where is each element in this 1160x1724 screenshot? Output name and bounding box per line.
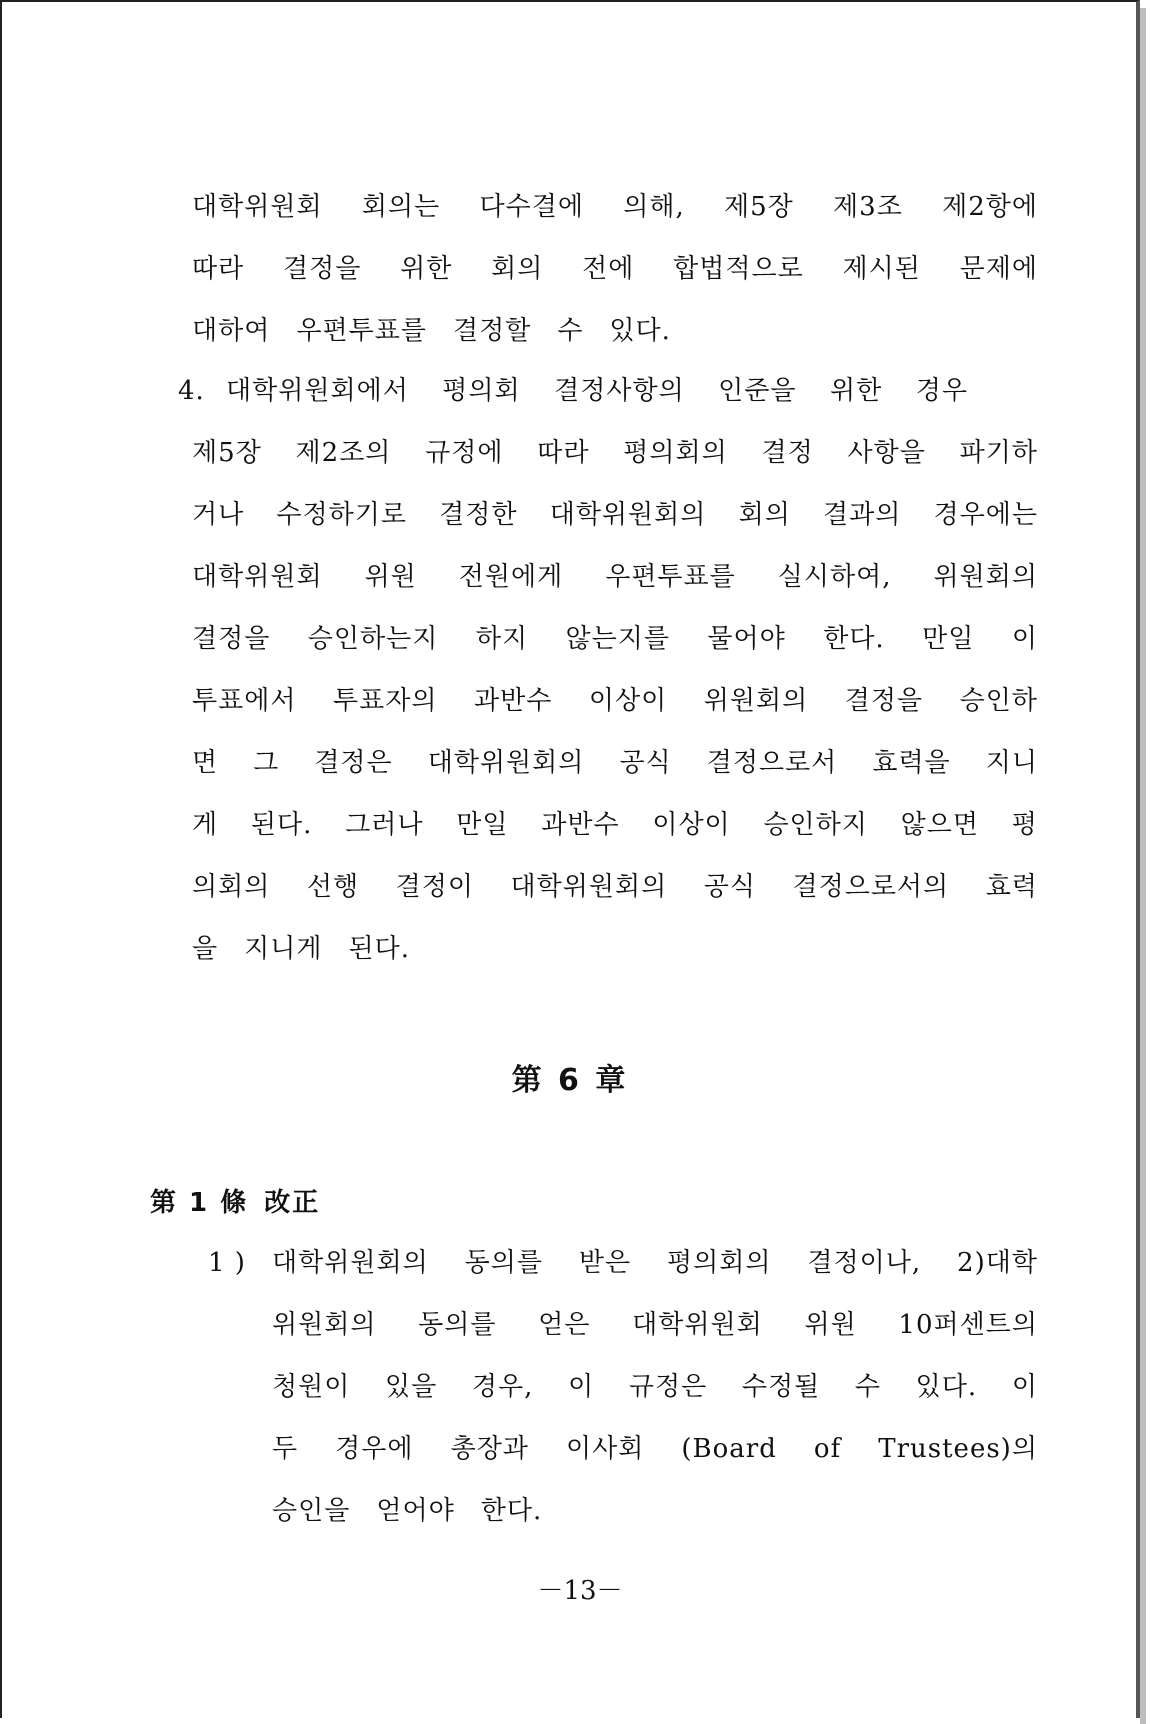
article-number: 第 1 條 — [150, 1188, 249, 1218]
word: 평의회의 — [667, 1248, 772, 1278]
word: 회의 — [491, 254, 544, 284]
article-title: 改正 — [264, 1188, 321, 1218]
text-line — [192, 874, 1038, 900]
word: 수 — [854, 1372, 881, 1402]
word: 얻어야 — [376, 1496, 455, 1526]
word: of — [813, 1434, 842, 1464]
word: 을 — [192, 934, 219, 964]
word: 대학위원회 — [632, 1310, 763, 1340]
word: 의해, — [623, 192, 685, 222]
word: 따라 — [192, 254, 245, 284]
word: 만일 — [922, 624, 975, 654]
word: 그 — [253, 748, 280, 778]
word: 게 — [192, 810, 219, 840]
word: 결정을 — [844, 686, 924, 716]
word: 결정사항의 — [554, 376, 685, 406]
word: 규정에 — [425, 438, 504, 468]
word: 대학위원회 — [192, 562, 323, 592]
word: 지니 — [985, 748, 1038, 778]
word: 이 — [568, 1372, 595, 1402]
word: 얻은 — [538, 1310, 591, 1340]
word: 위원 — [364, 562, 417, 592]
text-line — [192, 194, 1038, 220]
word: 효력을 — [872, 748, 951, 778]
word: 선행 — [306, 872, 360, 902]
word: 한다. — [480, 1496, 543, 1526]
word: 파기하 — [959, 438, 1038, 468]
word: 평의회 — [442, 376, 521, 406]
word: 효력 — [985, 872, 1038, 902]
word: 물어야 — [707, 624, 786, 654]
text-line — [272, 1312, 1038, 1338]
word: 우편투표를 — [605, 562, 736, 592]
word: 투표에서 — [192, 686, 297, 716]
word: 승인하 — [959, 686, 1038, 716]
article-heading — [150, 1182, 320, 1219]
text-line — [272, 1436, 1038, 1462]
word: 수정하기로 — [276, 500, 407, 530]
word: 경우, — [471, 1372, 534, 1402]
word: 결정 — [761, 438, 814, 468]
word: 위원 — [804, 1310, 857, 1340]
word: 만일 — [456, 810, 509, 840]
word: 회의 — [738, 500, 791, 530]
word: 총장과 — [450, 1434, 529, 1464]
word: 된다. — [250, 810, 313, 840]
word: 동의를 — [418, 1310, 497, 1340]
word: 위원회의 — [933, 562, 1038, 592]
text-line — [192, 502, 1038, 528]
word: 않는지를 — [565, 624, 670, 654]
word: 전에 — [582, 254, 635, 284]
word: 경우에는 — [933, 500, 1038, 530]
word: 대학위원회 — [192, 192, 323, 222]
word: 않으면 — [900, 810, 980, 840]
word: 따라 — [537, 438, 590, 468]
word: 결정을 — [283, 254, 362, 284]
word: 위한 — [400, 254, 453, 284]
word: 결정이 — [395, 872, 474, 902]
text-line — [192, 750, 1038, 776]
text-line — [192, 564, 1038, 590]
word: 한다. — [823, 624, 885, 654]
word: 있을 — [385, 1372, 438, 1402]
word: 결정을 — [192, 624, 271, 654]
word: 규정은 — [628, 1372, 708, 1402]
word: 대학위원회의 — [427, 748, 585, 778]
word: 있다. — [915, 1372, 978, 1402]
word: 면 — [192, 748, 219, 778]
word: 승인을 — [272, 1496, 351, 1526]
word: 그러나 — [345, 810, 424, 840]
word: 승인하지 — [763, 810, 868, 840]
text-line — [192, 812, 1038, 838]
chapter-title: 第 6 章 — [511, 1063, 629, 1098]
word: 대학위원회의 — [272, 1248, 429, 1278]
text-line — [192, 256, 1038, 282]
word: 결정할 — [452, 316, 532, 346]
word: 이사회 — [565, 1434, 645, 1464]
word: 된다. — [348, 934, 410, 964]
word: 의회의 — [192, 872, 271, 902]
page-number: －13－ — [537, 1576, 623, 1606]
word: 이 — [1011, 624, 1038, 654]
text-line — [192, 626, 1038, 652]
word: 위한 — [830, 376, 883, 406]
word: 하지 — [475, 624, 529, 654]
word: 전원에게 — [458, 562, 564, 592]
word: 대학위원회에서 — [226, 376, 409, 406]
word: 대학위원회의 — [549, 500, 707, 530]
word: (Board — [681, 1434, 777, 1464]
word: 2)대학 — [957, 1248, 1038, 1278]
word: 공식 — [619, 748, 672, 778]
word: 평 — [1011, 810, 1038, 840]
word: 수 — [557, 316, 584, 346]
word: 결정으로서 — [706, 748, 838, 778]
word: 문제에 — [959, 254, 1038, 284]
word: 제3조 — [833, 192, 903, 222]
text-line — [192, 936, 436, 962]
word: 결정한 — [439, 500, 518, 530]
word: 동의를 — [464, 1248, 543, 1278]
word: 결정은 — [314, 748, 393, 778]
word: 회의는 — [361, 192, 441, 222]
word: 실시하여, — [777, 562, 892, 592]
word: 결정이나, — [807, 1248, 922, 1278]
word: 우편투표를 — [296, 316, 427, 346]
article-1-marker: 1 ) — [208, 1248, 246, 1278]
word: 거나 — [192, 500, 245, 530]
word: 대하여 — [192, 316, 271, 346]
word: Trustees)의 — [878, 1434, 1038, 1464]
text-line — [272, 1374, 1038, 1400]
word: 제5장 — [192, 438, 262, 468]
word: 청원이 — [272, 1372, 351, 1402]
text-line — [192, 688, 1038, 714]
word: 과반수 — [473, 686, 553, 716]
word: 합법적으로 — [673, 254, 804, 284]
word: 인준을 — [718, 376, 797, 406]
word: 10퍼센트의 — [898, 1310, 1038, 1340]
word: 과반수 — [541, 810, 620, 840]
word: 평의회의 — [623, 438, 728, 468]
word: 공식 — [703, 872, 756, 902]
word: 이 — [1011, 1372, 1038, 1402]
text-line — [192, 440, 1038, 466]
word: 있다. — [609, 316, 671, 346]
item-4-number: 4. — [178, 376, 205, 406]
word: 경우 — [915, 376, 968, 406]
word: 결정으로서의 — [792, 872, 950, 902]
word: 투표자의 — [332, 686, 438, 716]
word: 사항을 — [847, 438, 926, 468]
word: 이상이 — [652, 810, 731, 840]
word: 제2조의 — [295, 438, 392, 468]
text-line — [192, 318, 697, 344]
word: 받은 — [578, 1248, 632, 1278]
word: 제2항에 — [942, 192, 1038, 222]
word: 결과의 — [822, 500, 902, 530]
word: 대학위원회의 — [510, 872, 668, 902]
word: 지니게 — [244, 934, 323, 964]
word: 이상이 — [588, 686, 668, 716]
word: 수정될 — [741, 1372, 821, 1402]
word: 제5장 — [723, 192, 794, 222]
word: 위원회의 — [703, 686, 809, 716]
word: 경우에 — [335, 1434, 414, 1464]
word: 다수결에 — [479, 192, 584, 222]
word: 위원회의 — [272, 1310, 377, 1340]
text-line — [272, 1498, 568, 1524]
word: 승인하는지 — [307, 624, 439, 654]
word: 두 — [272, 1434, 299, 1464]
word: 제시된 — [842, 254, 921, 284]
